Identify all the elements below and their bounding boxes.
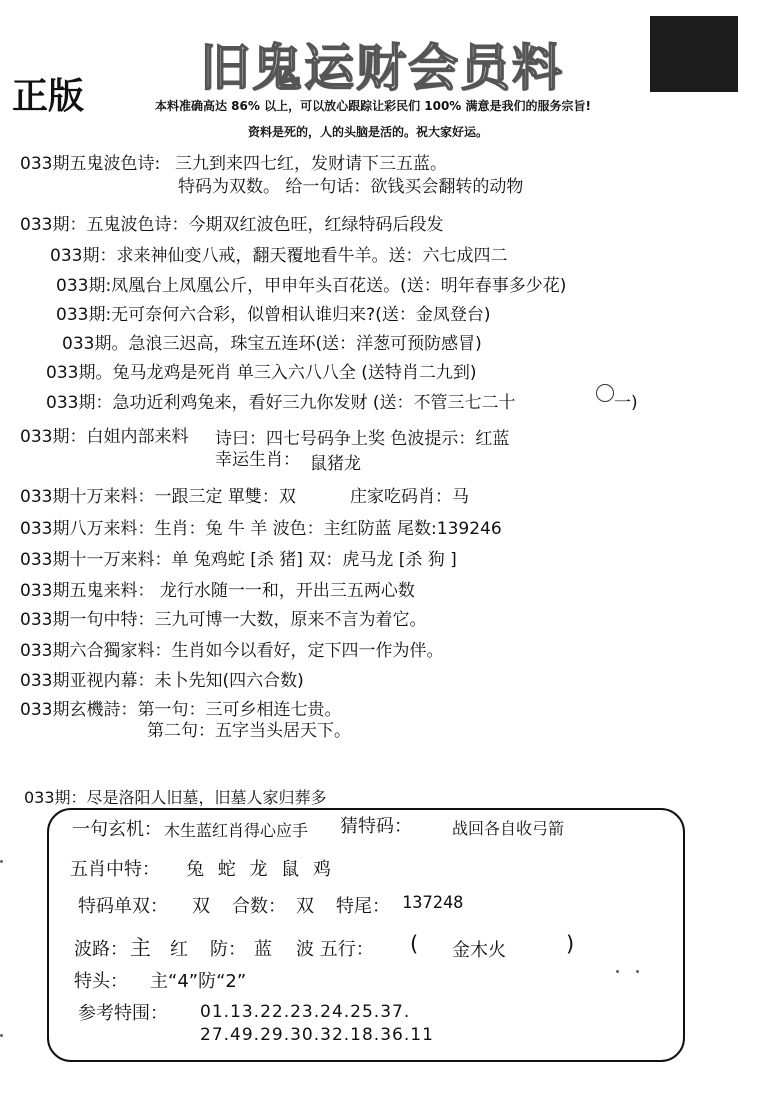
line-1-label: 033期五鬼波色诗:: [20, 154, 161, 174]
line-20-text: 第二句：五字当头居天下。: [147, 721, 351, 741]
reference-label: 参考特围：: [78, 1003, 168, 1024]
wave-main-value: 红: [170, 939, 188, 960]
line-6-text: 033期:无可奈何六合彩，似曾相认谁归来?(送：金凤登台): [56, 305, 491, 325]
line-14-text: 033期十一万来料：单 兔鸡蛇 [杀 猪] 双：虎马龙 [杀 狗 ]: [20, 550, 457, 570]
single-double-label: 特码单双：: [78, 896, 168, 917]
reference-line-1: 01.13.22.23.24.25.37.: [200, 1002, 411, 1022]
line-8-text: 033期。兔马龙鸡是死肖 单三入六八八全 (送特肖二九到): [46, 363, 477, 383]
line-10-text: 诗曰：四七号码争上奖 色波提示：红蓝: [215, 429, 510, 449]
reference-line-2: 27.49.29.30.32.18.36.11: [200, 1025, 434, 1045]
black-block: [650, 16, 738, 92]
line-1-text: 三九到来四七红，发财请下三五蓝。: [175, 154, 447, 174]
line-15-text: 033期五鬼来料： 龙行水随一一和，开出三五两心数: [20, 581, 415, 601]
edition-label: 正版: [12, 75, 85, 117]
wave-guard-value: 蓝: [254, 939, 272, 960]
riddle-label: 一句玄机：: [72, 819, 162, 840]
line-5-text: 033期:凤凰台上凤凰公斤，甲申年头百花送。(送：明年春事多少花): [56, 276, 567, 296]
line-21-text: 033期：尽是洛阳人旧墓，旧墓人家归葬多: [24, 788, 327, 807]
slogan-line-2: 资料是死的，人的头脑是活的。祝大家好运。: [248, 125, 489, 139]
line-11-label: 幸运生肖：: [215, 450, 300, 470]
line-9-text: 033期：急功近利鸡兔来，看好三九你发财 (送：不管三七二十: [46, 393, 516, 413]
five-zodiac-value: 兔 蛇 龙 鼠 鸡: [186, 859, 335, 880]
riddle-text: 木生蓝红肖得心应手: [164, 821, 309, 840]
line-11-text: 鼠猪龙: [310, 454, 361, 474]
tail-value: 137248: [402, 893, 464, 913]
element-close-paren: ): [566, 932, 575, 956]
line-13-text: 033期八万来料：生肖：兔 牛 羊 波色：主红防蓝 尾数:139246: [20, 519, 502, 539]
sum-value: 双: [296, 896, 314, 917]
line-3-text: 033期：五鬼波色诗：今期双红波色旺，红绿特码后段发: [20, 215, 444, 235]
line-17-text: 033期六合獨家料：生肖如今以看好，定下四一作为伴。: [20, 641, 444, 661]
line-9-tail: 一): [614, 393, 638, 413]
page-title: 旧鬼运财会员料: [200, 38, 564, 97]
line-2-text: 特码为双数。 给一句话：欲钱买会翻转的动物: [178, 177, 524, 197]
wave-label: 波路：: [74, 939, 128, 960]
scan-speck: [0, 860, 3, 863]
wave-main-label: 主: [130, 936, 151, 960]
guess-label: 猜特码：: [340, 816, 412, 837]
line-7-text: 033期。急浪三迟高，珠宝五连环(送：洋葱可预防感冒): [62, 334, 482, 354]
element-label: 波 五行：: [296, 939, 374, 960]
element-open-paren: (: [410, 932, 419, 956]
line-12-tail: 庄家吃码肖：马: [350, 487, 469, 507]
five-zodiac-label: 五肖中特：: [70, 859, 160, 880]
line-16-text: 033期一句中特：三九可博一大数，原来不言为着它。: [20, 610, 427, 630]
line-10-label: 033期：白姐内部来料: [20, 427, 189, 447]
line-12-text: 033期十万来料：一跟三定 單雙：双: [20, 487, 296, 507]
scan-speck: [0, 1034, 3, 1037]
scribble-mark: [596, 384, 614, 402]
element-value: 金木火: [452, 940, 506, 961]
head-label: 特头：: [74, 971, 128, 992]
guess-text: 战回各自收弓箭: [452, 819, 565, 838]
head-value: 主“4”防“2”: [150, 971, 247, 992]
line-19-text: 033期玄機詩：第一句：三可乡相连七贵。: [20, 700, 342, 720]
wave-guard-label: 防：: [210, 939, 246, 960]
sum-label: 合数：: [232, 896, 286, 917]
line-4-text: 033期：求来神仙变八戒，翻天覆地看牛羊。送：六七成四二: [50, 246, 508, 266]
scan-speck: [616, 970, 619, 973]
line-18-text: 033期亚视内幕：未卜先知(四六合数): [20, 671, 304, 691]
scan-speck: [636, 970, 639, 973]
tail-label: 特尾：: [336, 896, 390, 917]
slogan-line-1: 本料准确高达 86% 以上，可以放心跟踪让彩民们 100% 满意是我们的服务宗旨!: [155, 99, 591, 113]
single-double-value: 双: [192, 896, 210, 917]
